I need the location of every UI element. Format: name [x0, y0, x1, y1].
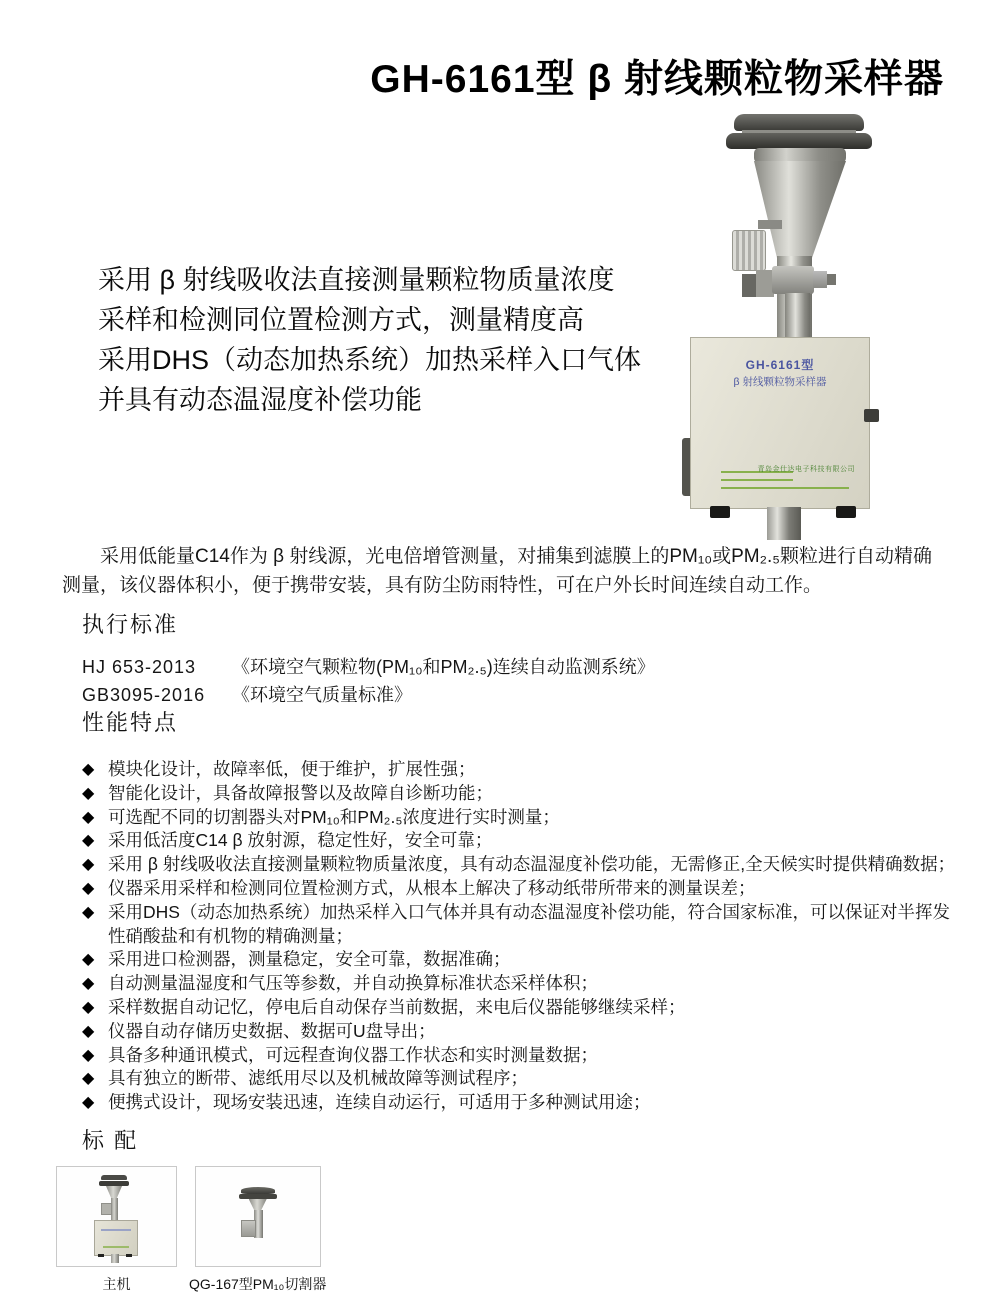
feature-text: 具有独立的断带、滤纸用尽以及机械故障等测试程序； [108, 1068, 528, 1089]
feature-text: 采用低活度C14 β 放射源，稳定性好，安全可靠； [108, 830, 493, 851]
feature-item [82, 901, 967, 949]
diamond-bullet-icon: ◆ [82, 879, 95, 897]
feature-text: 可选配不同的切割器头对PM₁₀和PM₂.₅浓度进行实时测量； [108, 806, 560, 827]
mini-funnel [106, 1186, 122, 1198]
intro-feature-block [98, 260, 673, 420]
inlet-rim [754, 148, 846, 163]
mini-cutter-funnel [249, 1199, 267, 1210]
valve-nozzle-tip [827, 274, 836, 285]
feature-item [82, 853, 967, 877]
intro-line: 采样和检测同位置检测方式，测量精度高 [98, 305, 584, 335]
feature-item [82, 948, 967, 972]
feature-text: 智能化设计，具备故障报警以及故障自诊断功能； [108, 782, 493, 803]
green-stripe [721, 487, 849, 489]
diamond-bullet-icon: ◆ [82, 903, 95, 921]
enclosure-box [690, 337, 870, 509]
feature-item [82, 806, 967, 830]
enclosure-model-label: GH-6161型 [745, 358, 815, 372]
valve-nozzle [813, 271, 827, 288]
feature-item [82, 972, 967, 996]
intro-line: 并具有动态温湿度补偿功能 [98, 385, 422, 415]
diamond-bullet-icon: ◆ [82, 951, 95, 969]
valve-body [772, 266, 814, 294]
standard-name: 《环境空气质量标准》 [232, 684, 412, 705]
enclosure-foot [710, 506, 730, 518]
standards-list [82, 654, 942, 709]
mini-label-line [101, 1229, 131, 1231]
company-name-label: 青岛金仕达电子科技有限公司 [757, 466, 855, 473]
diamond-bullet-icon: ◆ [82, 1070, 95, 1088]
features-section [82, 706, 967, 1115]
green-stripe [721, 479, 793, 481]
diamond-bullet-icon: ◆ [82, 1022, 95, 1040]
feature-text: 仪器采用采样和检测同位置检测方式，从根本上解决了移动纸带所带来的测量误差； [108, 877, 756, 898]
side-cylinder-cap [728, 213, 768, 230]
standards-heading: 执行标准 [82, 612, 179, 637]
feature-item [82, 1091, 967, 1115]
feature-item [82, 758, 967, 782]
enclosure-name-label: β 射线颗粒物采样器 [733, 376, 827, 388]
feature-text: 采用 β 射线吸收法直接测量颗粒物质量浓度，具有动态温湿度补偿功能，无需修正,全天候实时提供精确数据； [108, 854, 956, 875]
mini-pole [111, 1254, 119, 1263]
mini-cutter-cap [241, 1187, 275, 1194]
feature-text: 便携式设计，现场安装迅速，连续自动运行，可适用于多种测试用途； [108, 1092, 651, 1113]
enclosure-latch [864, 409, 879, 422]
feature-item [82, 1067, 967, 1091]
thumb-cutter [189, 1166, 326, 1294]
feature-text: 模块化设计，故障率低，便于维护，扩展性强； [108, 759, 476, 779]
mini-cutter-disc [239, 1194, 277, 1199]
features-heading: 性能特点 [82, 710, 179, 735]
mini-side-cylinder [101, 1203, 112, 1215]
feature-item [82, 782, 967, 806]
standard-config-thumbnails [56, 1166, 326, 1294]
mini-tube [111, 1198, 118, 1220]
diamond-bullet-icon: ◆ [82, 975, 95, 993]
diamond-bullet-icon: ◆ [82, 784, 95, 802]
feature-text: 自动测量温湿度和气压等参数，并自动换算标准状态采样体积； [108, 973, 598, 994]
thumb-main-unit-label: 主机 [102, 1276, 131, 1292]
thumb-main-unit-photo [56, 1166, 177, 1267]
diamond-bullet-icon: ◆ [82, 856, 95, 874]
inlet-funnel [754, 161, 846, 258]
feature-item [82, 877, 967, 901]
thumb-cutter-label: QG-167型PM₁₀切割器 [189, 1276, 327, 1292]
product-description: 采用低能量C14作为 β 射线源，光电倍增管测量，对捕集到滤膜上的PM₁₀或PM₂.₅颗粒进行自动精确测量，该仪器体积小，便于携带安装，具有防尘防雨特性，可在户外长时间连续自动工作。 [62, 546, 932, 596]
enclosure-foot [836, 506, 856, 518]
page-title: GH-6161型 β 射线颗粒物采样器 [370, 58, 944, 101]
intro-line: 采用 β 射线吸收法直接测量颗粒物质量浓度 [98, 265, 615, 295]
feature-item [82, 1044, 967, 1068]
feature-item [82, 829, 967, 853]
mini-enclosure [94, 1220, 138, 1256]
mini-cutter-bracket [241, 1220, 256, 1237]
diamond-bullet-icon: ◆ [82, 761, 95, 778]
standard-code: HJ 653-2013 [82, 657, 197, 677]
mini-foot [98, 1254, 104, 1257]
rain-cap-top-disc [734, 114, 864, 131]
standard-item [82, 654, 942, 682]
feature-item [82, 1020, 967, 1044]
diamond-bullet-icon: ◆ [82, 832, 95, 850]
feature-text: 采用进口检测器，测量稳定，安全可靠，数据准确； [108, 949, 511, 970]
standards-section [82, 608, 942, 709]
diamond-bullet-icon: ◆ [82, 1094, 95, 1112]
mini-green-stripe [103, 1246, 129, 1248]
diamond-bullet-icon: ◆ [82, 808, 95, 826]
config-heading: 标 配 [82, 1128, 139, 1153]
intro-line: 采用DHS（动态加热系统）加热采样入口气体 [98, 345, 642, 375]
feature-text: 仪器自动存储历史数据、数据可U盘导出； [108, 1020, 436, 1041]
rain-cap-lower-disc [726, 133, 872, 149]
feature-text: 具备多种通讯模式，可远程查询仪器工作状态和实时测量数据； [108, 1044, 598, 1065]
mini-rain-cap-disc [99, 1181, 129, 1186]
diamond-bullet-icon: ◆ [82, 998, 95, 1016]
product-photo [660, 100, 990, 540]
feature-text: 采用DHS（动态加热系统）加热采样入口气体并具有动态温湿度补偿功能，符合国家标准，可以保证对半挥发性硝酸盐和有机物的精确测量； [108, 901, 950, 946]
mini-foot [126, 1254, 132, 1257]
feature-text: 采样数据自动记忆，停电后自动保存当前数据，来电后仪器能够继续采样； [108, 996, 686, 1017]
standard-name: 《环境空气颗粒物(PM₁₀和PM₂.₅)连续自动监测系统》 [232, 657, 655, 677]
thumb-cutter-photo [195, 1166, 321, 1267]
mounting-pole [767, 507, 801, 540]
standard-item [82, 682, 942, 710]
features-list [82, 758, 967, 1115]
diamond-bullet-icon: ◆ [82, 1046, 95, 1064]
thumb-main-unit [56, 1166, 177, 1294]
standard-code: GB3095-2016 [82, 684, 206, 705]
mini-rain-cap [101, 1175, 127, 1180]
feature-item [82, 996, 967, 1020]
side-cylinder [732, 230, 766, 271]
lower-tube [785, 293, 810, 340]
